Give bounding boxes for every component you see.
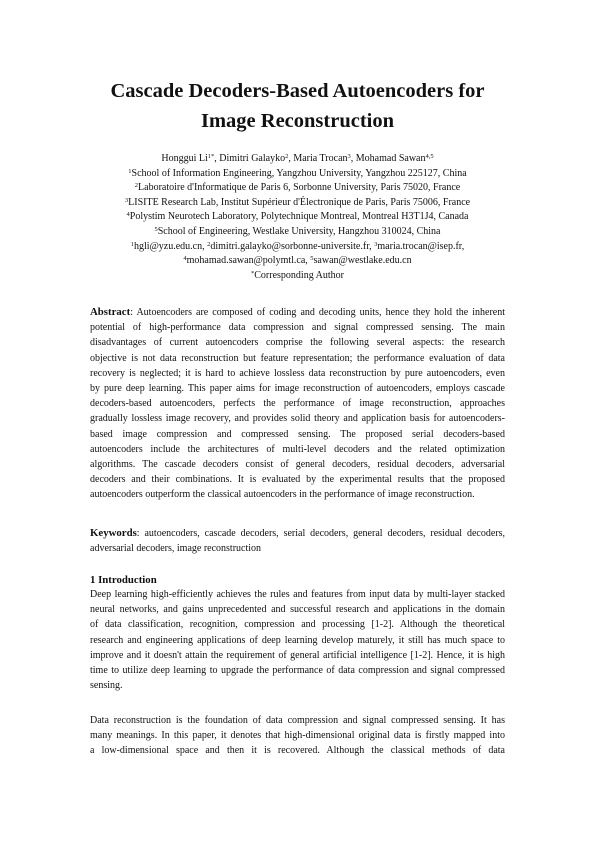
corresponding-text: Corresponding Author — [254, 269, 344, 281]
affiliation-text: Laboratoire d'Informatique de Paris 6, Sorbonne University, Paris 75020, France — [138, 182, 461, 194]
paragraph-line: time to utilize deep learning to upgrade the performance of data compression and signal compressed — [90, 664, 505, 676]
paragraph-line: a low-dimensional space and then it is recovered. Although the classical methods of data — [90, 745, 505, 757]
paragraph-line: Deep learning high-efficiently achieves the rules and features from input data by multi-layer stacked — [90, 589, 505, 600]
affiliation-line — [0, 210, 595, 225]
affiliation-superscript: 3 — [124, 196, 129, 204]
affiliation-line — [0, 196, 595, 211]
author-superscript: 3 — [347, 153, 351, 160]
author-superscript: 4,5 — [425, 153, 434, 160]
abstract-line: gradually lossless image recovery, and provides solid theory and application basis for autoencoders- — [90, 413, 505, 425]
author-separator: , — [350, 153, 356, 164]
abstract-line: decoders-based autoencoders, perfects the performance of image reconstruction, approaches — [90, 398, 505, 410]
title-line-2: Image Reconstruction — [200, 110, 394, 132]
affiliation-text: LISITE Research Lab, Institut Supérieur d'Électronique de Paris, Paris 75006, France — [128, 196, 471, 208]
email-address: mohamad.sawan@polymtl.ca, — [186, 255, 311, 267]
keywords-line: adversarial decoders, image reconstruction — [90, 543, 262, 555]
affiliation-text: School of Engineering, Westlake University, Hangzhou 310024, China — [157, 225, 441, 237]
email-address: sawan@westlake.edu.cn — [313, 255, 412, 267]
body-paragraph — [90, 713, 505, 759]
author-name: Honggui Li — [161, 153, 208, 164]
affiliation-line — [0, 181, 595, 196]
abstract-line: by pure deep learning. This paper aims for image reconstruction of autoencoders, employs cascade — [90, 382, 505, 394]
author-list — [0, 152, 595, 167]
abstract-line: autoencoders outperform the classical autoencoders in the performance of image reconstruction. — [90, 489, 475, 501]
email-address: hgli@yzu.edu.cn, — [134, 240, 208, 252]
author-name: Dimitri Galayko — [219, 153, 286, 164]
affiliation-superscript: 4 — [126, 211, 130, 219]
author-separator: , — [214, 153, 220, 164]
affiliation-text: Polystim Neurotech Laboratory, Polytechnique Montreal, Montreal H3T1J4, Canada — [129, 211, 469, 223]
abstract-line — [90, 305, 505, 320]
abstract-line: objective is not data reconstruction but feature representation; the performance evaluation of data — [90, 352, 505, 364]
email-superscript: 2 — [207, 240, 211, 248]
keywords-section — [90, 526, 505, 556]
email-superscript: 4 — [183, 255, 187, 263]
email-line — [0, 254, 595, 269]
paragraph-line: neural networks, and gains unprecedented and successful research and applications in the domain — [90, 604, 505, 616]
paragraph-line: improve and it doesn't attain the requirement of general artificial intelligence [1-2]. Hence, it is high — [90, 649, 505, 661]
paragraph-line: many meanings. In this paper, it denotes that high-dimensional original data is firstly mapped into — [90, 730, 505, 742]
section-heading: 1 Introduction — [90, 574, 157, 586]
paper-title — [0, 76, 595, 136]
abstract-line: potential of high-performance data compression and signal compressed sensing. The main — [90, 322, 505, 334]
affiliation-text: School of Information Engineering, Yangzhou University, Yangzhou 225127, China — [131, 167, 467, 179]
abstract-section — [90, 305, 505, 502]
author-superscript: 2 — [285, 153, 289, 160]
abstract-line: disadvantages of current autoencoders comprise the following several aspects: the research — [90, 337, 505, 349]
email-line — [0, 240, 595, 255]
affiliation-superscript: 1 — [128, 167, 132, 175]
affiliation-superscript: 2 — [134, 182, 139, 190]
title-line-1: Cascade Decoders-Based Autoencoders for — [110, 80, 485, 102]
corresponding-superscript: * — [251, 269, 255, 277]
author-block — [0, 152, 595, 283]
email-superscript: 3 — [374, 240, 378, 248]
author-name: Maria Trocan — [293, 153, 348, 164]
abstract-line: based image compression and compressed sensing. The proposed serial decoders-based — [90, 428, 505, 440]
keywords-label: Keywords — [90, 527, 137, 539]
affiliation-superscript: 5 — [154, 225, 158, 233]
author-separator: , — [288, 153, 294, 164]
keywords-text: : autoencoders, cascade decoders, serial decoders, general decoders, residual decoders, — [136, 528, 505, 539]
author-name: Mohamad Sawan — [355, 153, 426, 164]
abstract-label: Abstract — [90, 306, 131, 318]
abstract-line: autoencoders include the architectures of multi-level decoders and the related optimization — [90, 443, 505, 455]
email-superscript: 5 — [310, 255, 314, 263]
abstract-line: decoders and their combinations. It is evaluated by the experimental results that the proposed — [90, 474, 505, 486]
paragraph-line: research and engineering applications of deep learning develop maturely, it still has much space to — [90, 634, 505, 646]
paragraph-line: sensing. — [90, 680, 123, 692]
keywords-line — [90, 526, 505, 541]
email-superscript: 1 — [130, 240, 135, 248]
abstract-line: algorithms. The cascade decoders consist of general decoders, residual decoders, adversarial — [90, 458, 505, 470]
abstract-line: recovery is neglected; it is hard to achieve lossless data reconstruction by pure autoencoders, even — [90, 367, 505, 379]
paragraph-line: of data classification, recognition, compression and processing [1-2]. Although the theoretical — [90, 619, 505, 631]
affiliation-line — [0, 167, 595, 182]
abstract-text: : Autoencoders are composed of coding and decoding units, hence they hold the inherent — [130, 307, 505, 318]
author-superscript: 1* — [207, 153, 215, 160]
affiliation-line — [0, 225, 595, 240]
body-paragraph — [90, 587, 505, 693]
corresponding-author-note — [0, 269, 595, 284]
email-address: maria.trocan@isep.fr, — [377, 240, 465, 252]
paragraph-line: Data reconstruction is the foundation of data compression and signal compressed sensing. It has — [90, 715, 505, 726]
email-address: dimitri.galayko@sorbonne-universite.fr, — [210, 240, 375, 252]
